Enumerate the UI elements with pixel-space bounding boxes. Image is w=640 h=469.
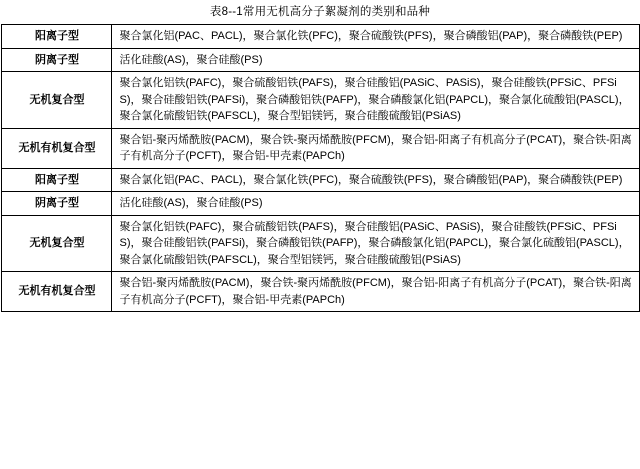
row-items: 活化硅酸(AS)，聚合硅酸(PS) [111, 192, 639, 216]
row-category: 无机有机复合型 [1, 272, 111, 312]
table-row [1, 168, 639, 192]
row-category: 阴离子型 [1, 48, 111, 72]
row-items: 活化硅酸(AS)，聚合硅酸(PS) [111, 48, 639, 72]
table-row [1, 215, 639, 272]
table-row [1, 25, 639, 49]
row-items: 聚合铝-聚丙烯酰胺(PACM)，聚合铁-聚丙烯酰胺(PFCM)，聚合铝-阳离子有机高分子(PCAT)，聚合铁-阳离子有机高分子(PCFT)，聚合铝-甲壳素(PAPCh) [111, 272, 639, 312]
row-category: 阴离子型 [1, 192, 111, 216]
row-category: 无机有机复合型 [1, 128, 111, 168]
table-row [1, 72, 639, 129]
page-title: 表8--1常用无机高分子絮凝剂的类别和品种 [209, 6, 431, 18]
row-items: 聚合氯化铝(PAC、PACL)，聚合氯化铁(PFC)，聚合硫酸铁(PFS)，聚合磷酸铝(PAP)，聚合磷酸铁(PEP) [111, 168, 639, 192]
flocculant-types-table [1, 24, 640, 312]
row-category: 阳离子型 [1, 25, 111, 49]
row-category: 无机复合型 [1, 72, 111, 129]
row-category: 阳离子型 [1, 168, 111, 192]
table-row [1, 272, 639, 312]
table-row [1, 48, 639, 72]
row-items: 聚合氯化铝铁(PAFC)，聚合硫酸铝铁(PAFS)，聚合硅酸铝(PASiC、PASiS)，聚合硅酸铁(PFSiC、PFSiS)，聚合硅酸铝铁(PAFSi)，聚合磷酸铝铁(PAFP)，聚合磷酸氯化铝(PAPCL)，聚合氯化硫酸铝(PASCL)，聚合氯化硫酸铝铁(PAFSCL)，聚合型铝镁钙，聚合硅酸硫酸铝(PSiAS) [111, 72, 639, 129]
row-items: 聚合氯化铝铁(PAFC)，聚合硫酸铝铁(PAFS)，聚合硅酸铝(PASiC、PASiS)，聚合硅酸铁(PFSiC、PFSiS)，聚合硅酸铝铁(PAFSi)，聚合磷酸铝铁(PAFP)，聚合磷酸氯化铝(PAPCL)，聚合氯化硫酸铝(PASCL)，聚合氯化硫酸铝铁(PAFSCL)，聚合型铝镁钙，聚合硅酸硫酸铝(PSiAS) [111, 215, 639, 272]
row-items: 聚合氯化铝(PAC、PACL)，聚合氯化铁(PFC)，聚合硫酸铁(PFS)，聚合磷酸铝(PAP)，聚合磷酸铁(PEP) [111, 25, 639, 49]
table-row [1, 128, 639, 168]
table-body [1, 25, 639, 312]
row-category: 无机复合型 [1, 215, 111, 272]
table-row [1, 192, 639, 216]
row-items: 聚合铝-聚丙烯酰胺(PACM)，聚合铁-聚丙烯酰胺(PFCM)，聚合铝-阳离子有机高分子(PCAT)，聚合铁-阳离子有机高分子(PCFT)，聚合铝-甲壳素(PAPCh) [111, 128, 639, 168]
